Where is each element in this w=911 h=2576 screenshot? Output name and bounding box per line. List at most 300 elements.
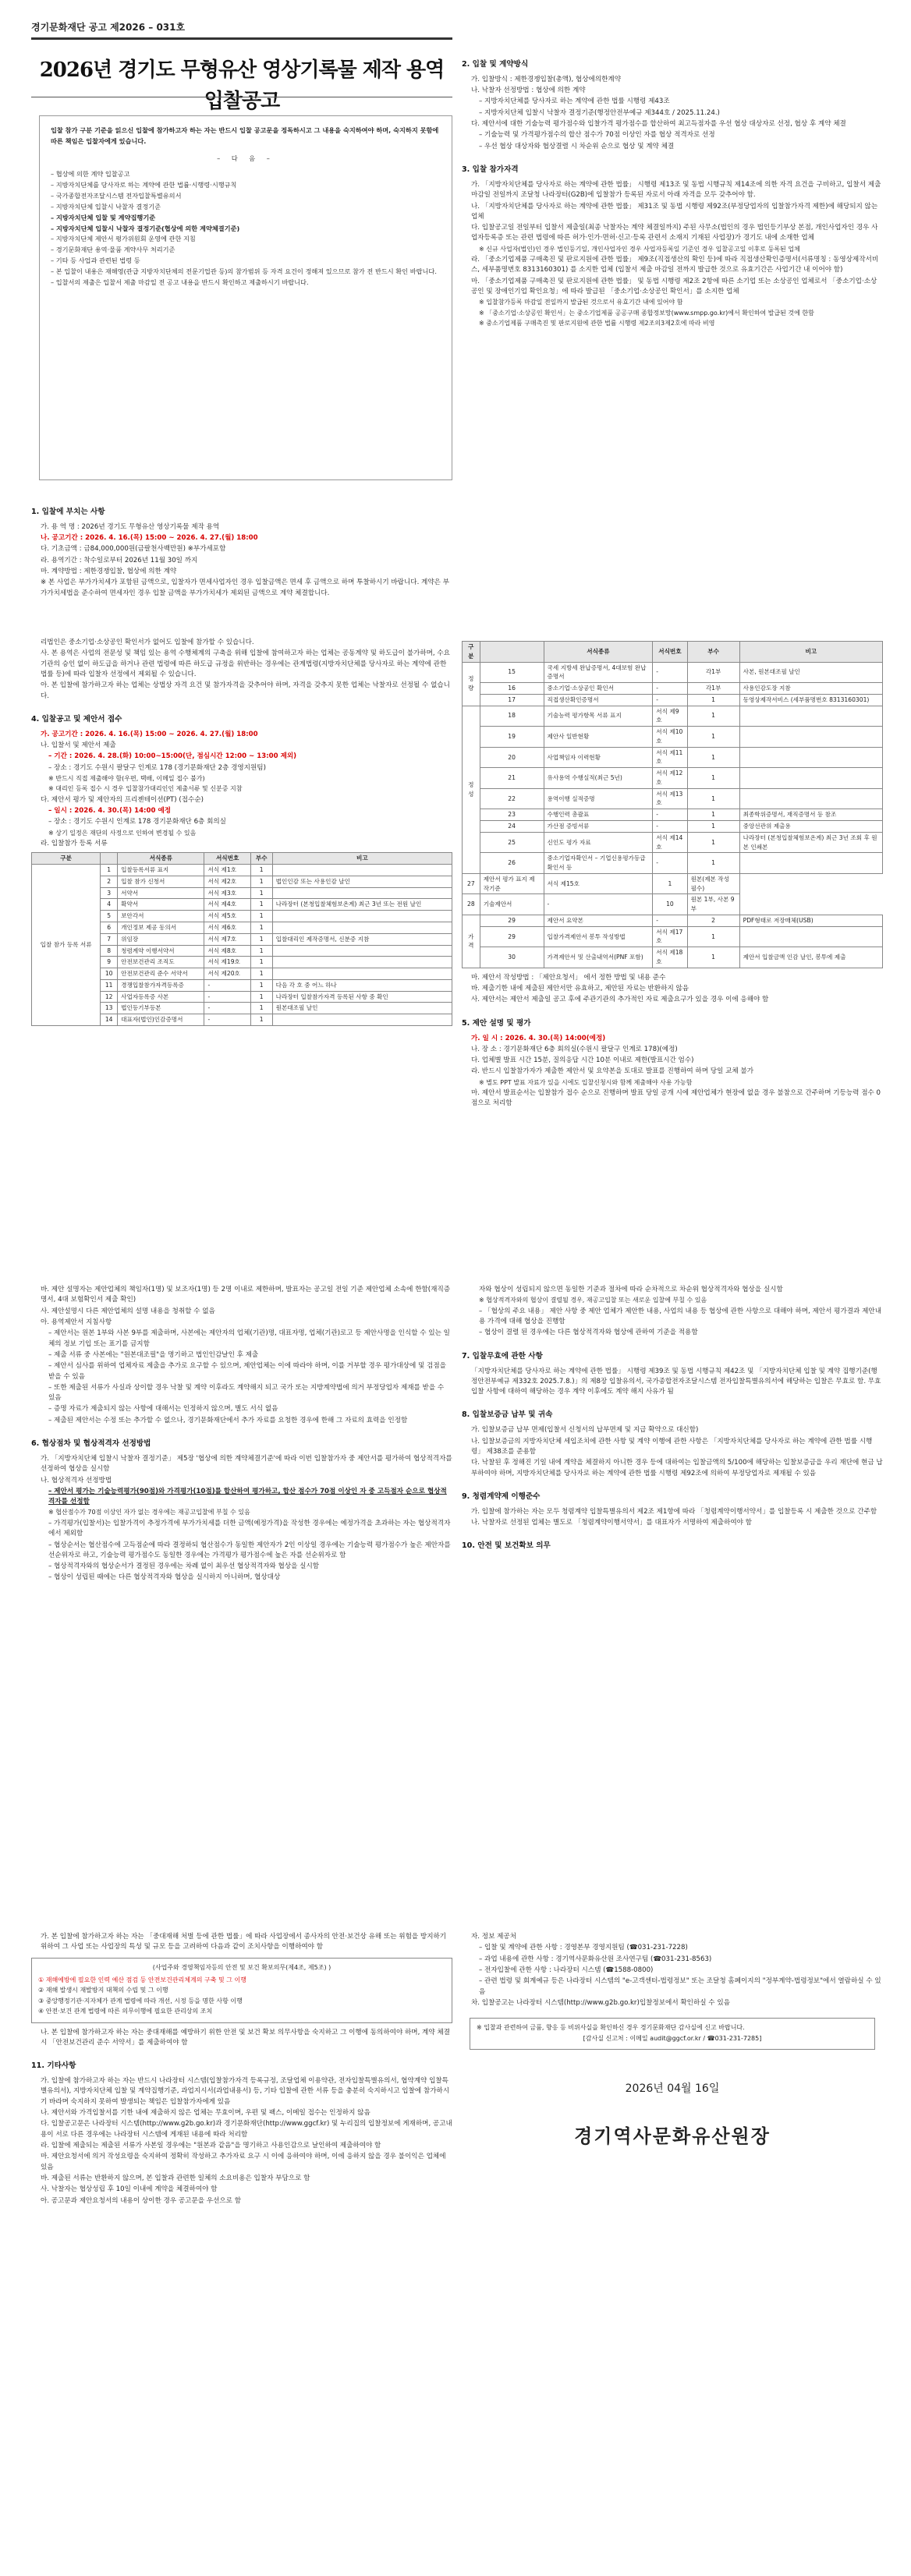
table-cell: 1 bbox=[687, 788, 739, 809]
text-line: – 장소 : 경기도 수원시 인계로 178 경기문화재단 6층 회의실 bbox=[48, 818, 226, 826]
table-body bbox=[32, 865, 452, 1026]
notice-item: – 기타 등 사업과 관련된 법령 등 bbox=[51, 257, 140, 265]
text-line: 다. 제안서에 대한 기술능력 평가점수와 입찰가격 평가점수를 합산하여 최고득점자를 우선 협상 대상자로 선정, 협상 후 계약 체결 bbox=[471, 120, 846, 129]
text-line: 다. 기초금액 : 금84,000,000원(금팔천사백만원) ※부가세포함 bbox=[41, 545, 226, 554]
table-cell: 1 bbox=[101, 865, 118, 876]
table-cell: 1 bbox=[250, 876, 272, 887]
table-cell: 1 bbox=[687, 694, 739, 706]
table-cell: 24 bbox=[480, 821, 544, 833]
table-header: 비고 bbox=[739, 642, 882, 663]
text-line: – 지방자치단체 입찰시 낙찰자 결정기준(행정안전부예규 제344호 / 2025.11.24.) bbox=[479, 108, 720, 117]
table-cell: 입찰 참가 신청서 bbox=[118, 876, 204, 887]
table-cell: 서식 제15호 bbox=[544, 873, 653, 894]
table-cell: 15 bbox=[480, 662, 544, 683]
table-cell: 1 bbox=[687, 926, 739, 947]
text-line: 다. 낙찰된 후 정해진 기일 내에 계약을 체결하지 아니한 경우 등에 대하여는 입찰금액의 5/100에 해당하는 입찰보증금을 우리 재단에 현금 납부하여야 하며, 지방자치단체를 당사자로 하는 계약에 관한 법률 시행령 제92조에 의하여 부정당업자로 제재될 수 있음 bbox=[471, 1459, 883, 1477]
table-row bbox=[463, 915, 883, 926]
notice-item: – 경기문화재단 용역·물품 계약사무 처리기준 bbox=[51, 246, 175, 254]
table-cell: 1 bbox=[250, 968, 272, 980]
table-cell: 12 bbox=[101, 991, 118, 1003]
text-line: ※ 신규 사업자(법인)인 경우 법인등기일, 개인사업자인 경우 사업자등록일 기준인 경우 입찰공고일 이후로 등록된 업체 bbox=[479, 245, 800, 253]
sections-2-3 bbox=[462, 51, 883, 613]
doc-number: 경기문화재단 공고 제2026 – 031호 bbox=[31, 22, 186, 33]
section-title: 5. 제안 설명 및 평가 bbox=[462, 1018, 531, 1028]
table-cell: 제안서 요약본 bbox=[544, 915, 653, 926]
table-cell: 29 bbox=[480, 926, 544, 947]
table-cell: 1 bbox=[653, 873, 687, 894]
box-item: [감사실 신고처 : 이메일 audit@ggcf.or.kr / ☎031-231-7285] bbox=[583, 2034, 762, 2042]
table-cell bbox=[272, 957, 452, 968]
table-cell: 중앙선관위 제출용 bbox=[739, 821, 882, 833]
table-cell bbox=[272, 865, 452, 876]
text-line: – 협상이 성립된 때에는 다른 협상적격자와 협상을 실시하지 아니하며, 협상대상 bbox=[48, 1573, 281, 1582]
table-cell: 위임장 bbox=[118, 933, 204, 945]
text-line: ※ 본 사업은 부가가치세가 포함된 금액으로, 입찰자가 면세사업자인 경우 입찰금액은 면세 후 금액으로 하며 투찰하시기 바랍니다. 계약은 부가가치세법을 준수하여 면세자인 경우 입찰 금액을 부가가치세가 제외된 금액으로 계약 체결합니다. bbox=[41, 579, 449, 597]
table-cell: 21 bbox=[480, 768, 544, 789]
text-line: 라. 「중소기업제품 구매촉진 및 판로지원에 관한 법률」 제9조(직접생산의 확인 등)에 따라 직접생산확인증명서(서류명칭 : 동영상제작서비스, 세부품명번호 8313160301) 를 소지한 업체 (입찰서 제출 마감일 전까지 발급한 것으로 유효기간은 사업기간 내 이어야 함) bbox=[471, 256, 879, 274]
text-line: 라. 입찰참가 등록 서류 bbox=[41, 840, 108, 848]
text-line: ※ 대리인 등록 접수 시 경우 입찰참가대리인인 제출서류 및 신분증 지참 bbox=[48, 785, 243, 793]
text-line: 가. 입찰방식 : 제한경쟁입찰(총액), 협상에의한계약 bbox=[471, 75, 622, 83]
table-cell: 원본 1부, 사본 9부 bbox=[687, 894, 739, 915]
table-cell: 입찰대리인 제작증명서, 신분증 지참 bbox=[272, 933, 452, 945]
table-cell: - bbox=[204, 991, 250, 1003]
table-cell bbox=[272, 945, 452, 957]
notice-item: – 지방자치단체 제안서 평가위원회 운영에 관한 지침 bbox=[51, 235, 196, 243]
text-line: – 또한 제출된 서류가 사실과 상이할 경우 낙찰 및 계약 이후라도 계약해지 되고 국가 또는 지방계약법에 의거 부정당업자 제재를 받을 수 있음 bbox=[48, 1383, 445, 1403]
text-line: 가. 본 입찰에 참가하고자 하는 자는 「중대재해 처벌 등에 관한 법률」에 따라 사업장에서 종사자의 안전·보건상 유해 또는 위험을 방지하기 위하여 그 사업 또는 사업장의 특성 및 규모 등을 고려하여 다음과 같이 조치사항을 이행하여야 함 bbox=[41, 1933, 447, 1951]
table-cell: 중소기업자확인서 – 기업신용평가등급확인서 등 bbox=[544, 853, 653, 874]
table-cell bbox=[272, 911, 452, 922]
table-cell bbox=[739, 706, 882, 727]
table-cell: 1 bbox=[687, 768, 739, 789]
table-cell bbox=[272, 1014, 452, 1026]
table-cell: 4 bbox=[101, 899, 118, 911]
box-item: ① 재해예방에 필요한 인력 예산 점검 등 안전보건관리체계의 구축 및 그 이행 bbox=[38, 1976, 246, 1984]
table-row bbox=[463, 894, 883, 915]
table-cell: 유사용역 수행실적(최근 5년) bbox=[544, 768, 653, 789]
table-cell: 청렴계약 이행서약서 bbox=[118, 945, 204, 957]
table-cell: - bbox=[544, 894, 653, 915]
table-cell: 용역이행 실적증명 bbox=[544, 788, 653, 809]
box-item: ② 재해 발생시 재발방지 대책의 수립 및 그 이행 bbox=[38, 1987, 168, 1994]
table-cell: 사용인감도장 지참 bbox=[739, 683, 882, 695]
table-cell: 18 bbox=[480, 706, 544, 727]
table-cell: 국세 지방세 완납증명서, 4대보험 완납증명서 bbox=[544, 662, 653, 683]
text-line: 마. 제안서 작성방법 : 「제안요청서」 에서 정한 방법 및 내용 준수 bbox=[471, 973, 666, 982]
table-cell: - bbox=[653, 809, 687, 821]
top-rule bbox=[31, 37, 452, 40]
table-cell: 1 bbox=[250, 1003, 272, 1014]
table-cell: 9 bbox=[101, 957, 118, 968]
text-line: 마. 제안요청서에 의거 작성요령을 숙지하여 정확히 작성하고 추가자료 요구 시 이에 응하여야 하며, 이에 응하지 않을 경우 불이익은 업체에 있음 bbox=[41, 2153, 446, 2171]
table-cell: 3 bbox=[101, 887, 118, 899]
table-header: 구분 bbox=[32, 853, 101, 865]
sections-7-10 bbox=[462, 1285, 883, 1831]
text-line: – 장소 : 경기도 수원시 팔달구 인계로 178 (경기문화재단 2층 경영지원팀) bbox=[48, 763, 266, 772]
text-line: – 「협상의 주요 내용」 제안 사항 중 제안 업체가 제안한 내용, 사업의 내용 등 협상에 관한 사항으로 대해야 하며, 제안서 평가결과 제안내용 가격에 대해 협상을 진행함 bbox=[479, 1307, 881, 1326]
contact-and-signature bbox=[462, 1932, 883, 2556]
table-header: 서식번호 bbox=[204, 853, 250, 865]
table-cell: 1 bbox=[687, 821, 739, 833]
section-title: 11. 기타사항 bbox=[31, 2061, 76, 2071]
text-line: 가. 「지방자치단체 입찰시 낙찰자 결정기준」 제5장 '협상에 의한 계약체결기준'에 따라 이번 입찰참가자 중 제안서를 평가하여 협상적격자를 선정하여 협상을 실시함 bbox=[41, 1454, 452, 1474]
text-line: ※ 상기 일정은 재단의 사정으로 인하여 변경될 수 있음 bbox=[48, 829, 197, 837]
section-1 bbox=[31, 499, 452, 608]
table-cell: 23 bbox=[480, 809, 544, 821]
table-header bbox=[101, 853, 118, 865]
table-row bbox=[463, 809, 883, 821]
table-cell: - bbox=[204, 979, 250, 991]
table-cell: - bbox=[653, 821, 687, 833]
table-cell: 25 bbox=[480, 832, 544, 853]
text-line: 아. 공고문과 제안요청서의 내용이 상이한 경우 공고문을 우선으로 함 bbox=[41, 2196, 242, 2205]
table-cell: 2 bbox=[687, 915, 739, 926]
notice-item: – 협상에 의한 계약 입찰공고 bbox=[51, 169, 130, 178]
notice-item: – 입찰서의 제출은 입찰서 제출 마감일 전 공고 내용을 반드시 확인하고 제출하시기 바랍니다. bbox=[51, 278, 309, 287]
table-cell: 사업자등록증 사본 bbox=[118, 991, 204, 1003]
table-cell: 서식 제14호 bbox=[653, 832, 687, 853]
section-5 bbox=[462, 638, 883, 1261]
table-cell: 1 bbox=[687, 706, 739, 727]
table-row bbox=[463, 873, 883, 894]
table-cell: 안전보건관리 조직도 bbox=[118, 957, 204, 968]
text-line: – 기술능력 및 가격평가점수의 합산 점수가 70점 이상인 자를 협상 적격자로 선정 bbox=[479, 131, 715, 140]
table-header: 비고 bbox=[272, 853, 452, 865]
notice-item-bold: – 지방자치단체 입찰 및 계약집행기준 bbox=[51, 213, 156, 221]
table-cell: 17 bbox=[480, 694, 544, 706]
table-group-cell: 가격 bbox=[463, 915, 480, 968]
table-cell: 27 bbox=[463, 873, 480, 894]
table-cell: 원본대조필 날인 bbox=[272, 1003, 452, 1014]
table-cell: - bbox=[653, 694, 687, 706]
text-line: 차. 입찰공고는 나라장터 시스템(http://www.g2b.go.kr)입찰정보에서 확인하실 수 있음 bbox=[471, 1998, 730, 2007]
text-line: 바. 제출기한 내에 제출된 제안서만 유효하고, 제안된 자료는 반환하지 않음 bbox=[471, 985, 689, 993]
text-line: 라. 반드시 입찰참가자가 제출한 제안서 및 요약본을 토대로 발표를 진행하여 하며 당일 교체 불가 bbox=[471, 1067, 754, 1076]
table-cell: - bbox=[204, 1014, 250, 1026]
text-line: 나. 입찰서 및 제안서 제출 bbox=[41, 741, 116, 750]
text-line: 마. 계약방법 : 제한경쟁입찰, 협상에 의한 계약 bbox=[41, 568, 177, 576]
box-title: (사업주와 경영책임자등의 안전 및 보건 확보의무(제4조, 제5조) ) bbox=[152, 1963, 331, 1971]
text-line: – 지방자치단체를 당사자로 하는 계약에 관한 법률 시행령 제43조 bbox=[479, 97, 670, 106]
table-cell bbox=[272, 887, 452, 899]
notice-lead: 입찰 참가 구분 기준을 읽으신 입찰에 참가하고자 하는 자는 반드시 입찰 공고문을 정독하시고 그 내용을 숙지하여야 하며, 숙지하지 못함에 따른 책임은 입찰자에게 있습니다. bbox=[51, 126, 439, 145]
box-item: ※ 입찰과 관련하여 금품, 향응 등 비위사실을 확인하신 경우 경기문화재단 감사실에 신고 바랍니다. bbox=[477, 2024, 745, 2032]
table-cell: 서식 제18호 bbox=[653, 947, 687, 968]
table-cell: 서식 제13호 bbox=[653, 788, 687, 809]
table-cell: 1 bbox=[250, 1014, 272, 1026]
table-row bbox=[463, 662, 883, 683]
table-cell: 서약서 bbox=[118, 887, 204, 899]
table-row bbox=[463, 683, 883, 695]
box-item: ③ 중앙행정기관·지자체가 관계 법령에 따라 개선, 시정 등을 명한 사항 이행 bbox=[38, 1997, 243, 2005]
table-cell: 30 bbox=[480, 947, 544, 968]
table-cell: 동영상제작서비스 (세부품명번호 8313160301) bbox=[739, 694, 882, 706]
table-cell: 가산점 증빙서류 bbox=[544, 821, 653, 833]
table-cell bbox=[272, 922, 452, 934]
table-row bbox=[463, 694, 883, 706]
text-line: – 협상이 결렬 된 경우에는 다른 협상적격자와 협상에 관하여 기준을 적용함 bbox=[479, 1329, 698, 1337]
table-cell: 서식 제20호 bbox=[204, 968, 250, 980]
table-cell: 22 bbox=[480, 788, 544, 809]
table-cell: 7 bbox=[101, 933, 118, 945]
table-row bbox=[463, 727, 883, 748]
table-row bbox=[463, 747, 883, 768]
table-cell: 서식 제5호 bbox=[204, 911, 250, 922]
box-item: ④ 안전·보건 관계 법령에 따른 의무이행에 필요한 관리상의 조치 bbox=[38, 2008, 213, 2015]
table-cell: 보안각서 bbox=[118, 911, 204, 922]
text-line: – 제출 서류 중 사본에는 "원본대조필"을 명기하고 법인인감날인 후 제출 bbox=[48, 1350, 259, 1359]
table-cell: 안전보건관리 준수 서약서 bbox=[118, 968, 204, 980]
text-line: 나. 장 소 : 경기문화재단 6층 회의실(수원시 팔달구 인계로 178)(예정) bbox=[471, 1045, 678, 1053]
table-cell: 1 bbox=[687, 832, 739, 853]
table-cell: 사업책임자 이력현황 bbox=[544, 747, 653, 768]
table-cell: 입찰가격제안서 봉투 작성방법 bbox=[544, 926, 653, 947]
table-cell bbox=[739, 747, 882, 768]
text-line: 다. 입찰공고일 전일부터 입찰서 제출일(최종 낙찰자는 계약 체결일까지) 주된 사무소(법인의 경우 법인등기부상 본점, 개인사업자인 경우 사업자등록증 또는 관련 법령에 따른 허가·인가·면허·신고·등록 관련서 소재지 기재된 사업장)가 경기도 내에 소재한 업체 bbox=[471, 224, 878, 242]
text-line: 자. 정보 제공처 bbox=[471, 1933, 517, 1941]
table-group-cell: 정성 bbox=[463, 706, 480, 873]
text-line: 나. 낙찰자로 선정된 업체는 별도로 「청렴계약이행서약서」를 대표자가 서명하여 제출하여야 함 bbox=[471, 1519, 752, 1527]
text-line: – 제안서 평가는 기술능력평가(90점)와 가격평가(10점)를 합산하여 평가하고, 합산 점수가 70점 이상인 자 중 고득점자 순으로 협상적격자를 선정함 bbox=[48, 1487, 447, 1506]
text-line: 가. 용 역 명 : 2026년 경기도 무형유산 영상기록물 제작 용역 bbox=[41, 522, 220, 531]
table-row bbox=[463, 947, 883, 968]
table-cell: 19 bbox=[480, 727, 544, 748]
text-line: – 가격평가(입찰서)는 입찰가격이 추정가격에 부가가치세를 더한 금액(예정가격)을 작성한 경우에는 예정가격을 초과하는 자는 협상적격자에서 제외함 bbox=[48, 1519, 451, 1538]
evaluation-table bbox=[462, 641, 883, 968]
notice-item: – 국가종합전자조달시스템 전자입찰특별유의서 bbox=[51, 191, 182, 200]
table-cell bbox=[739, 788, 882, 809]
text-line: ※ 입찰참가등록 마감일 전일까지 발급된 것으로서 유효기간 내에 있어야 함 bbox=[479, 299, 683, 306]
text-line: 사. 제안설명시 다른 제안업체의 설명 내용을 청취할 수 없음 bbox=[41, 1307, 215, 1315]
table-body bbox=[463, 662, 883, 968]
table-cell: 서식 제19호 bbox=[204, 957, 250, 968]
table-header: 부수 bbox=[250, 853, 272, 865]
text-line: 나. 제안서와 가격입찰서를 기한 내에 제출하지 않은 업체는 무효이며, 우편 및 팩스, 이메일 접수는 인정하지 않음 bbox=[41, 2109, 370, 2117]
table-cell: 가격제안서 및 산출내역서(PNF 포함) bbox=[544, 947, 653, 968]
table-cell: - bbox=[653, 683, 687, 695]
notice-item: – 지방자치단체 입찰시 낙찰자 결정기준 bbox=[51, 202, 161, 211]
table-cell: 1 bbox=[250, 945, 272, 957]
text-line: 자와 협상이 성립되지 않으면 동일한 기준과 절차에 따라 순차적으로 차순위 협상적격자와 협상을 실시함 bbox=[479, 1286, 783, 1293]
table-header: 서식종류 bbox=[544, 642, 653, 663]
table-cell: 29 bbox=[480, 915, 544, 926]
section-title: 3. 입찰 참가자격 bbox=[462, 165, 519, 175]
table-cell: 대표자(법인)인감증명서 bbox=[118, 1014, 204, 1026]
table-row bbox=[463, 832, 883, 853]
table-cell: 1 bbox=[250, 957, 272, 968]
table-cell: 8 bbox=[101, 945, 118, 957]
table-cell: 20 bbox=[480, 747, 544, 768]
table-cell: 직접생산확인증명서 bbox=[544, 694, 653, 706]
table-cell bbox=[739, 727, 882, 748]
table-cell: 중소기업·소상공인 확인서 bbox=[544, 683, 653, 695]
notice-item: – 본 입찰이 내용은 재해영(관급 지방자치단체의 전문기업관 등)의 참가범위 등 자격 요건이 정해져 있으므로 참가 전 반드시 확인 바랍니다. bbox=[51, 267, 437, 276]
table-cell: 1 bbox=[250, 899, 272, 911]
section-title: 7. 입찰무효에 관한 사항 bbox=[462, 1351, 543, 1361]
table-cell: 1 bbox=[687, 809, 739, 821]
table-cell: 서식 제11호 bbox=[653, 747, 687, 768]
table-cell: 6 bbox=[101, 922, 118, 934]
table-cell: 서식 제12호 bbox=[653, 768, 687, 789]
table-cell: 최종학위증명서, 재직증명서 등 참조 bbox=[739, 809, 882, 821]
text-line: ※ 「중소기업·소상공인 확인서」는 중소기업제품 공공구매 종합정보망(www.smpp.go.kr)에서 확인하여 발급된 것에 한함 bbox=[479, 309, 814, 317]
table-cell: 사본, 원본대조필 날인 bbox=[739, 662, 882, 683]
text-line: 사. 낙찰자는 협상성립 후 10일 이내에 계약을 체결하여야 함 bbox=[41, 2185, 218, 2194]
section-title: 10. 안전 및 보건확보 의무 bbox=[462, 1541, 551, 1551]
table-cell: 제안서 입찰금액 인감 날인, 봉투에 제출 bbox=[739, 947, 882, 968]
issue-date: 2026년 04월 16일 bbox=[625, 2082, 720, 2095]
text-line: 가. 공고기간 : 2026. 4. 16.(목) 15:00 ~ 2026. 4. 27.(월) 18:00 bbox=[41, 730, 258, 738]
table-cell: 서식 제4호 bbox=[204, 899, 250, 911]
text-line: 사. 본 용역은 사업의 전문성 및 책임 있는 용역 수행체계의 구축을 위해 입찰에 참여하고자 하는 업체는 공동계약 및 하도급이 불가하며, 수요기관의 승인 없이 하도급을 하거나 관련 법령에 따른 하도급 규정을 위반하는 경우에는 관계법령(지방자치단체를 당사자로 하는 계약에 관한 법률 등)에 따라 입찰자 선정에서 제외될 수 있습니다. bbox=[41, 649, 450, 678]
text-line: 라. 입찰에 제출되는 제출된 서류가 사본일 경우에는 "원본과 같음"을 명기하고 사용인감으로 날인하여 제출하여야 함 bbox=[41, 2141, 381, 2150]
table-header: 부수 bbox=[687, 642, 739, 663]
text-line: 다. 입찰공고문은 나라장터 시스템(http://www.g2b.go.kr)과 경기문화재단(http://www.ggcf.kr) 및 누리집의 입찰정보에 게재하며, 공고내용이 서로 다른 경우에는 나라장터 시스템에 게재된 내용에 따라 처리함 bbox=[41, 2120, 452, 2139]
table-cell: 14 bbox=[101, 1014, 118, 1026]
table-cell: 11 bbox=[101, 979, 118, 991]
text-line: 마. 「중소기업제품 구매촉진 및 판로지원에 관한 법률」 및 동법 시행령 제2조 2항에 따른 소기업 또는 소상공인 업체로서 「중소기업·소상공인 및 장애인기업 확인요청」에 따라 발급된 「중소기업·소상공인 확인서」를 소지한 업체 bbox=[471, 277, 877, 296]
table-cell: 신인도 평가 자료 bbox=[544, 832, 653, 853]
text-line: ※ 별도 PPT 발표 자료가 있을 시에도 입찰신청시와 함께 제출해야 사용 가능함 bbox=[479, 1078, 693, 1086]
table-cell: 법인인감 또는 사용인감 날인 bbox=[272, 876, 452, 887]
table-cell: 16 bbox=[480, 683, 544, 695]
table-cell: 1 bbox=[250, 922, 272, 934]
text-line: 가. 입찰에 참가하는 자는 모두 청렴계약 입찰특별유의서 제2조 제1항에 따라 「청렴계약이행서약서」를 입찰등록 시 제출한 것으로 간주함 bbox=[471, 1507, 877, 1516]
report-box bbox=[470, 2018, 875, 2050]
table-cell: 입찰등록서류 표지 bbox=[118, 865, 204, 876]
text-line: – 제출된 제안서는 수정 또는 추가할 수 없으나, 경기문화재단에서 추가 자료를 요청한 경우에 한해 그 자료의 효력을 인정함 bbox=[48, 1416, 408, 1424]
section-11 bbox=[31, 1932, 452, 2556]
table-cell: - bbox=[653, 853, 687, 874]
table-cell: 서식 제7호 bbox=[204, 933, 250, 945]
text-line: 가. 입찰에 참가하고자 하는 자는 반드시 나라장터 시스템(입찰참가자격 등록규정, 조달업체 이용약관, 전자입찰특별유의서, 협약계약 입찰특별유의서), 지방자치단체 입찰 및 계약집행기준, 과업지시서(과업내용서) 등, 기타 입찰에 관한 서류 등을 충분히 숙지하시고 입찰에 참가하시기 바라며 숙지하지 못하여 발생되는 책임은 입찰참가자에게 있음 bbox=[41, 2077, 450, 2106]
table-cell bbox=[739, 853, 882, 874]
text-line: 나. 낙찰자 선정방법 : 협상에 의한 계약 bbox=[471, 87, 586, 95]
signatory: 경기역사문화유산원장 bbox=[574, 2124, 771, 2147]
table-cell: 13 bbox=[101, 1003, 118, 1014]
table-cell: 각1부 bbox=[687, 683, 739, 695]
text-line: 나. 「지방자치단체를 당사자로 하는 계약에 관한 법률」 제31조 및 동법 시행령 제92조(부정당업자의 입찰참가자격 제한)에 해당되지 않는 업체 bbox=[471, 202, 878, 221]
text-line: – 관련 법령 및 회계예규 등은 나라장터 시스템의 "e-고객센터-법령정보" 또는 조달청 홈페이지의 "정부계약-법령정보"에서 열람하실 수 있음 bbox=[479, 1977, 881, 1996]
notice-item-bold: – 지방자치단체 입찰시 낙찰자 결정기준(협상에 의한 계약체결기준) bbox=[51, 224, 240, 232]
text-line: 가. 「지방자치단체를 당사자로 하는 계약에 관한 법률」 시행령 제13조 및 동법 시행규칙 제14조에 의한 자격 요건을 구비하고, 입찰서 제출 마감일 전일까지 조달청 나라장터(G2B)에 입찰참가 등록된 자로서 아래 자격을 모두 갖추어야 함. bbox=[471, 180, 881, 200]
table-row bbox=[463, 853, 883, 874]
table-cell: 5 bbox=[101, 911, 118, 922]
page-title: 2026년 경기도 무형유산 영상기록물 제작 용역 입찰공고 bbox=[39, 58, 445, 114]
text-line: ※ 반드시 직접 제출해야 함(우편, 택배, 이메일 접수 불가) bbox=[48, 774, 205, 782]
table-cell: 수행인력 총괄표 bbox=[544, 809, 653, 821]
table-cell: 1 bbox=[250, 911, 272, 922]
section-title: 2. 입찰 및 계약방식 bbox=[462, 60, 529, 69]
text-line: – 입찰 및 계약에 관한 사항 : 경영본부 경영지원팀 (☎031-231-7228) bbox=[479, 1944, 688, 1952]
table-cell: 2 bbox=[101, 876, 118, 887]
table-row bbox=[463, 706, 883, 727]
table-cell: 기술제안서 bbox=[480, 894, 544, 915]
notice-box bbox=[39, 115, 452, 480]
table-cell bbox=[739, 768, 882, 789]
table-row bbox=[463, 821, 883, 833]
table-cell: 10 bbox=[101, 968, 118, 980]
table-cell: 다음 각 호 중 어느 하나 bbox=[272, 979, 452, 991]
table-cell: 1 bbox=[250, 991, 272, 1003]
table-cell bbox=[272, 968, 452, 980]
text-line: 마. 제안서 발표순서는 입찰참가 접수 순으로 진행하며 발표 당일 공개 시에 제안업체가 현장에 없을 경우 불참으로 간주하며 기등능력 점수 0점으로 처리함 bbox=[471, 1089, 881, 1108]
table-cell: 1 bbox=[250, 865, 272, 876]
table-row bbox=[463, 788, 883, 809]
text-line: 아. 본 입찰에 참가하고자 하는 업체는 상법상 자격 요건 및 참가자격을 갖추어야 하며, 자격을 갖추지 못한 업체는 낙찰자로 선정될 수 없습니다. bbox=[41, 681, 450, 700]
table-cell bbox=[739, 926, 882, 947]
text-line: – 협상순서는 협산점수에 고득점순에 따라 결정하되 협산점수가 동일한 제안자가 2인 이상일 경우에는 기술능력 평가점수가 높은 제안자를 선순위자로 하고, 기술능력 평가점수도 동일한 경우에는 가격평가 평가점수에 높은 자를 선순위자로 함 bbox=[48, 1541, 451, 1559]
table-cell: 1 bbox=[687, 747, 739, 768]
table-cell: 서식 제8호 bbox=[204, 945, 250, 957]
section-title: 8. 입찰보증금 납부 및 귀속 bbox=[462, 1410, 553, 1420]
text-line: 나. 본 입찰에 참가하고자 하는 자는 중대재해를 예방하기 위한 안전 및 보건 확보 의무사항을 숙지하고 그 이행에 동의하여야 하며, 계약 체결시 「안전보건관리 준수 서약서」를 제출하여야 함 bbox=[41, 2028, 450, 2047]
table-cell: 26 bbox=[480, 853, 544, 874]
table-cell: 서식 제3호 bbox=[204, 887, 250, 899]
table-header: 구분 bbox=[463, 642, 480, 663]
table-cell: 1 bbox=[250, 979, 272, 991]
table-row bbox=[463, 768, 883, 789]
table-cell: 1 bbox=[687, 947, 739, 968]
table-cell: 확약서 bbox=[118, 899, 204, 911]
text-line: – 기간 : 2026. 4. 28.(화) 10:00~15:00(단, 점심시간 12:00 ~ 13:00 제외) bbox=[48, 752, 297, 761]
table-cell: 각1부 bbox=[687, 662, 739, 683]
table-group-cell: 입찰 참가 등록 서류 bbox=[32, 865, 101, 1026]
table-cell: 10 bbox=[653, 894, 687, 915]
table-header bbox=[480, 642, 544, 663]
text-line: 나. 공고기간 : 2026. 4. 16.(목) 15:00 ~ 2026. 4. 27.(월) 18:00 bbox=[41, 534, 258, 543]
table-cell: 기술능력 평가항목 서류 표지 bbox=[544, 706, 653, 727]
text-line: 「지방자치단체를 당사자로 하는 계약에 관한 법률」 시행령 제39조 및 동법 시행규칙 제42조 및 「지방자치단체 입찰 및 계약 집행기준(행정안전부예규 제332호 2025.7.8.)」의 제8장 입찰유의서, 국가종합전자조달시스템 전자입찰특별유의서에 해당하는 입찰은 무효로 함. 무효입찰 사항에 대하여 해당하는 경우 계약 이후에도 계약 해지 사유가 됨 bbox=[471, 1367, 881, 1396]
table-cell: 서식 제17호 bbox=[653, 926, 687, 947]
table-cell: 1 bbox=[687, 727, 739, 748]
table-cell: 1 bbox=[250, 887, 272, 899]
text-line: – 증명 자료가 제출되지 않는 사항에 대해서는 인정하지 않으며, 별도 서식 없음 bbox=[48, 1405, 278, 1414]
table-cell: - bbox=[653, 662, 687, 683]
section-title: 1. 입찰에 부치는 사항 bbox=[31, 508, 105, 516]
text-line: – 우선 협상 대상자와 협상결렬 시 차순위 순으로 협상 및 계약 체결 bbox=[479, 142, 675, 150]
table-cell: 나라장터 입찰참가자격 등록된 사항 중 확인 bbox=[272, 991, 452, 1003]
section-title: 9. 청렴계약제 이행준수 bbox=[462, 1491, 541, 1501]
table-cell: 서식 제1호 bbox=[204, 865, 250, 876]
text-line: ※ 협산점수가 70점 이상인 자가 없는 경우에는 재공고입찰에 부칠 수 있음 bbox=[48, 1509, 250, 1516]
text-line: – 전자입찰에 관한 사항 : 나라장터 시스템 (☎1588-0800) bbox=[479, 1966, 654, 1974]
section-6 bbox=[31, 1285, 452, 1831]
text-line: 나. 입찰보증금의 지방자치단체 세입조치에 관한 사항 및 계약 이행에 관한 사항은 「지방자치단체를 당사자로 하는 계약에 관한 법률 시행령」 제38조를 준용함 bbox=[471, 1437, 873, 1456]
section-title: 4. 입찰공고 및 제안서 접수 bbox=[31, 714, 122, 724]
table-header: 서식종류 bbox=[118, 853, 204, 865]
table-cell: 1 bbox=[687, 853, 739, 874]
table-cell: - bbox=[204, 1003, 250, 1014]
table-cell: 나라장터 (본청입찰체험보온계) 최근 3년 또는 전원 날인 bbox=[272, 899, 452, 911]
safety-box bbox=[31, 1958, 452, 2023]
text-line: 사. 제안서는 제안서 제출일 공고 후에 주관기관의 추가적인 자료 제출요구가 있을 경우 이에 응해야 함 bbox=[471, 996, 769, 1004]
section-4 bbox=[31, 638, 452, 1261]
text-line: – 제안서 심사를 위하여 업체자료 제출을 추가로 요구할 수 있으며, 제안업체는 이에 따라야 하며, 이를 거부할 경우 평가대상에 및 검점을 받을 수 있음 bbox=[48, 1362, 446, 1381]
text-line: 아. 용역제안서 지침사항 bbox=[41, 1318, 112, 1326]
text-line: 다. 업체별 발표 시간 15분, 질의응답 시간 10분 이내로 제한(발표시간 엄수) bbox=[471, 1056, 694, 1065]
text-line: 바. 제출된 서류는 반환하지 않으며, 본 입찰과 관련한 일체의 소요비용은 입찰자 부담으로 함 bbox=[41, 2174, 310, 2182]
table-cell: 서식 제2호 bbox=[204, 876, 250, 887]
text-line: ※ 중소기업제품 구매촉진 및 판로지원에 관한 법률 시행령 제2조의3제2호에 따라 비영 bbox=[479, 320, 715, 327]
table-cell: 서식 제10호 bbox=[653, 727, 687, 748]
table-cell: 개인정보 제공 동의서 bbox=[118, 922, 204, 934]
notice-item: – 지방자치단체를 당사자로 하는 계약에 관한 법률·시행령·시행규칙 bbox=[51, 180, 237, 189]
notice-toc-title: – 다 음 – bbox=[217, 154, 275, 162]
text-line: 다. 제안서 평가 및 제안자의 프리젠테이션(PT) (접수순) bbox=[41, 795, 204, 804]
table-group-cell: 정량 bbox=[463, 662, 480, 706]
